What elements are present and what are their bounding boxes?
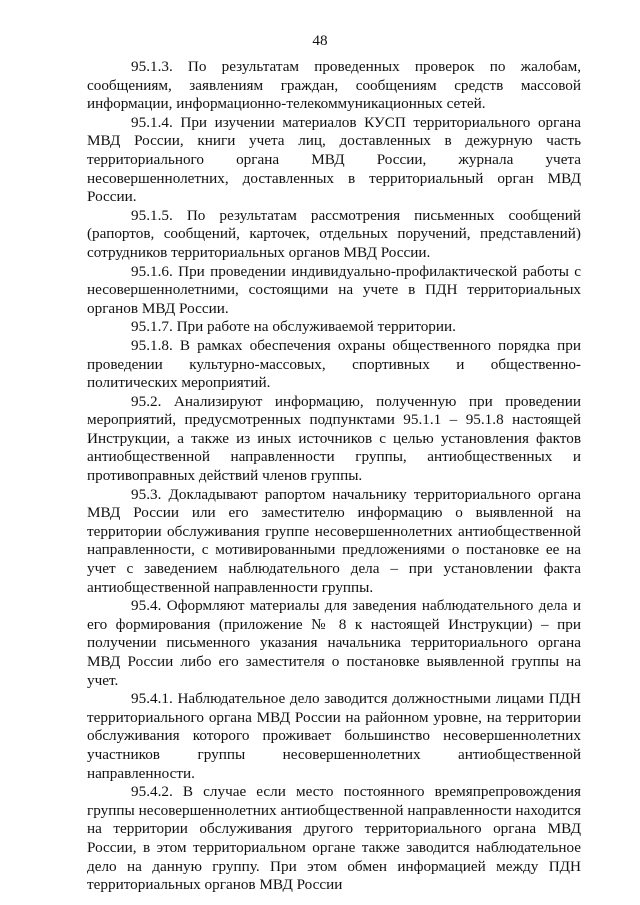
- paragraph-95-2: 95.2. Анализируют информацию, полученную при проведении мероприятий, предусмотренных подпунктами 95.1.1 – 95.1.8 настоящей Инструкции, а также из иных источников с целью установления фактов антиобщественной направленности группы, антиобщественных и противоправных действий членов группы.: [87, 392, 581, 485]
- paragraph-95-1-8: 95.1.8. В рамках обеспечения охраны общественного порядка при проведении культурно-массовых, спортивных и общественно-политических мероприятий.: [87, 336, 581, 392]
- paragraph-95-4-1: 95.4.1. Наблюдательное дело заводится должностными лицами ПДН территориального органа МВД России на районном уровне, на территории обслуживания которого проживает большинство несовершеннолетних участников группы несовершеннолетних антиобщественной направленности.: [87, 690, 581, 782]
- paragraph-95-4: 95.4. Оформляют материалы для заведения наблюдательного дела и его формирования (приложение № 8 к настоящей Инструкции) – при получении письменного указания начальника территориального органа МВД России либо его заместителя о постановке выявленной группы на учет.: [87, 597, 581, 689]
- paragraph-95-4-2: 95.4.2. В случае если место постоянного времяпрепровождения группы несовершеннолетних антиобщественной направленности находится на территории обслуживания другого территориального органа МВД России, в этом территориальном органе также заводится наблюдательное дело на данную группу. При этом обмен информацией между ПДН территориальных органов МВД России: [87, 783, 581, 894]
- document-body: [87, 58, 581, 895]
- paragraph-95-1-5: 95.1.5. По результатам рассмотрения письменных сообщений (рапортов, сообщений, карточек, отдельных поручений, представлений) сотрудников территориальных органов МВД России.: [87, 206, 581, 261]
- paragraph-95-1-4: 95.1.4. При изучении материалов КУСП территориального органа МВД России, книги учета лиц, доставленных в дежурную часть территориального органа МВД России, журнала учета несовершеннолетних, доставленных в территориальный орган МВД России.: [87, 113, 581, 206]
- paragraph-95-1-6: 95.1.6. При проведении индивидуально-профилактической работы с несовершеннолетними, состоящими на учете в ПДН территориальных органов МВД России.: [87, 262, 581, 317]
- paragraph-95-3: 95.3. Докладывают рапортом начальнику территориального органа МВД России или его заместителю информацию о выявленной на территории обслуживания группе несовершеннолетних антиобщественной направленности, с мотивированными предложениями о постановке ее на учет с заведением наблюдательного дела – при установлении факта антиобщественной направленности группы.: [87, 485, 581, 596]
- paragraph-95-1-7: 95.1.7. При работе на обслуживаемой территории.: [131, 318, 456, 336]
- page-number: 48: [312, 32, 328, 49]
- paragraph-95-1-3: 95.1.3. По результатам проведенных проверок по жалобам, сообщениям, заявлениям граждан, сообщениям средств массовой информации, информационно-телекоммуникационных сетей.: [87, 58, 581, 113]
